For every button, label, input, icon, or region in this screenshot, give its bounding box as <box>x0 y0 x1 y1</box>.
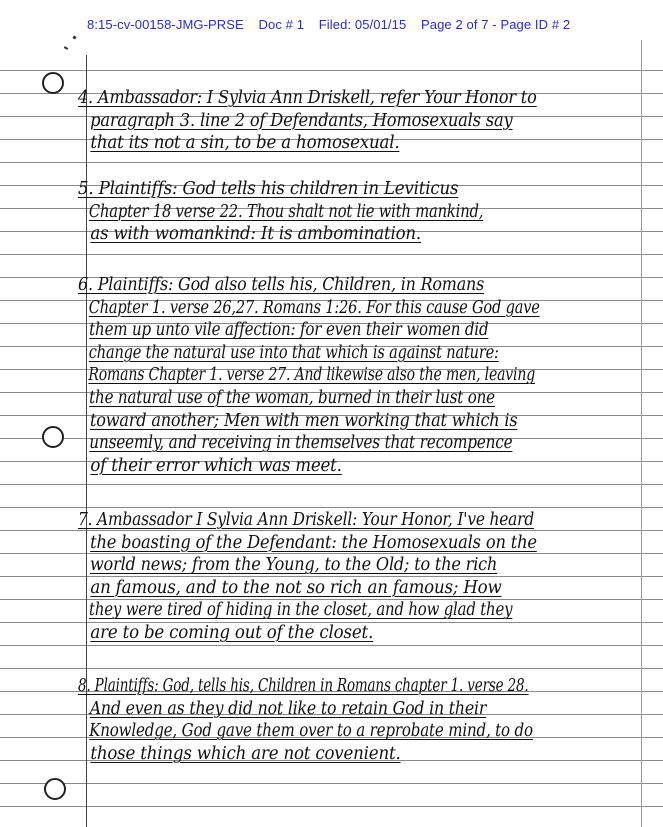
handwritten-line: change the natural use into that which is against nature: <box>88 342 499 363</box>
rule-line <box>0 507 663 508</box>
handwritten-line: the boasting of the Defendant: the Homosexuals on the <box>90 532 537 553</box>
handwritten-line: 4. Ambassador: I Sylvia Ann Driskell, refer Your Honor to <box>78 88 537 108</box>
handwritten-line: Romans Chapter 1. verse 27. And likewise also the men, leaving <box>88 365 536 386</box>
handwritten-line: as with womankind: It is ambomination. <box>90 224 422 245</box>
page-info: Page 2 of 7 - Page ID # 2 <box>421 17 571 32</box>
stray-mark <box>64 46 68 50</box>
rule-line <box>0 783 663 784</box>
handwritten-line: Chapter 18 verse 22. Thou shalt not lie with mankind, <box>88 201 484 222</box>
handwritten-line: them up unto vile affection: for even their women did <box>89 320 489 341</box>
rule-line <box>0 668 663 669</box>
handwritten-line: 8. Plaintiffs: God, tells his, Children in Romans chapter 1. verse 28. <box>78 676 529 696</box>
handwritten-line: they were tired of hiding in the closet, and how glad they <box>89 600 513 621</box>
right-edge-line <box>641 40 642 827</box>
rule-line <box>0 806 663 807</box>
paragraph-4 <box>78 87 638 155</box>
rule-line <box>0 70 663 71</box>
rule-line <box>0 645 663 646</box>
handwritten-line: 5. Plaintiffs: God tells his children in Leviticus <box>78 179 459 199</box>
handwritten-line: And even as they did not like to retain God in their <box>89 698 487 719</box>
paragraph-7 <box>78 509 638 645</box>
filed-date: Filed: 05/01/15 <box>318 17 407 32</box>
handwritten-line: 6. Plaintiffs: God also tells his, Children, in Romans <box>78 275 485 295</box>
paragraph-6 <box>78 274 638 477</box>
court-filing-header <box>87 17 581 32</box>
paragraph-5 <box>78 178 638 246</box>
handwritten-line: Knowledge, God gave them over to a reprobate mind, to do <box>89 721 533 742</box>
punch-hole-bottom <box>44 778 66 800</box>
case-number: 8:15-cv-00158-JMG-PRSE <box>87 17 244 32</box>
handwritten-line: an famous, and to the not so rich an famous; How <box>90 577 502 598</box>
handwritten-line: those things which are not covenient. <box>90 743 401 764</box>
rule-line <box>0 484 663 485</box>
stray-mark <box>72 35 76 39</box>
punch-hole-top <box>42 72 64 94</box>
document-number: Doc # 1 <box>258 17 305 32</box>
paragraph-8 <box>78 675 638 765</box>
rule-line <box>0 254 663 255</box>
handwritten-line: of their error which was meet. <box>90 455 342 476</box>
handwritten-line: that its not a sin, to be a homosexual. <box>90 133 400 154</box>
handwritten-line: world news; from the Young, to the Old; to the rich <box>89 555 498 576</box>
handwritten-line: Chapter 1. verse 26,27. Romans 1:26. For this cause God gave <box>88 297 540 318</box>
handwritten-line: 7. Ambassador I Sylvia Ann Driskell: Your Honor, I've heard <box>78 510 535 530</box>
rule-line <box>0 162 663 163</box>
handwritten-line: the natural use of the woman, burned in their lust one <box>89 387 495 408</box>
punch-hole-middle <box>42 426 64 448</box>
handwritten-line: paragraph 3. line 2 of Defendants, Homosexuals say <box>90 110 513 131</box>
handwritten-line: unseemly, and receiving in themselves that recompence <box>89 433 513 454</box>
handwritten-line: toward another; Men with men working that which is <box>89 410 518 431</box>
handwritten-line: are to be coming out of the closet. <box>90 622 374 643</box>
